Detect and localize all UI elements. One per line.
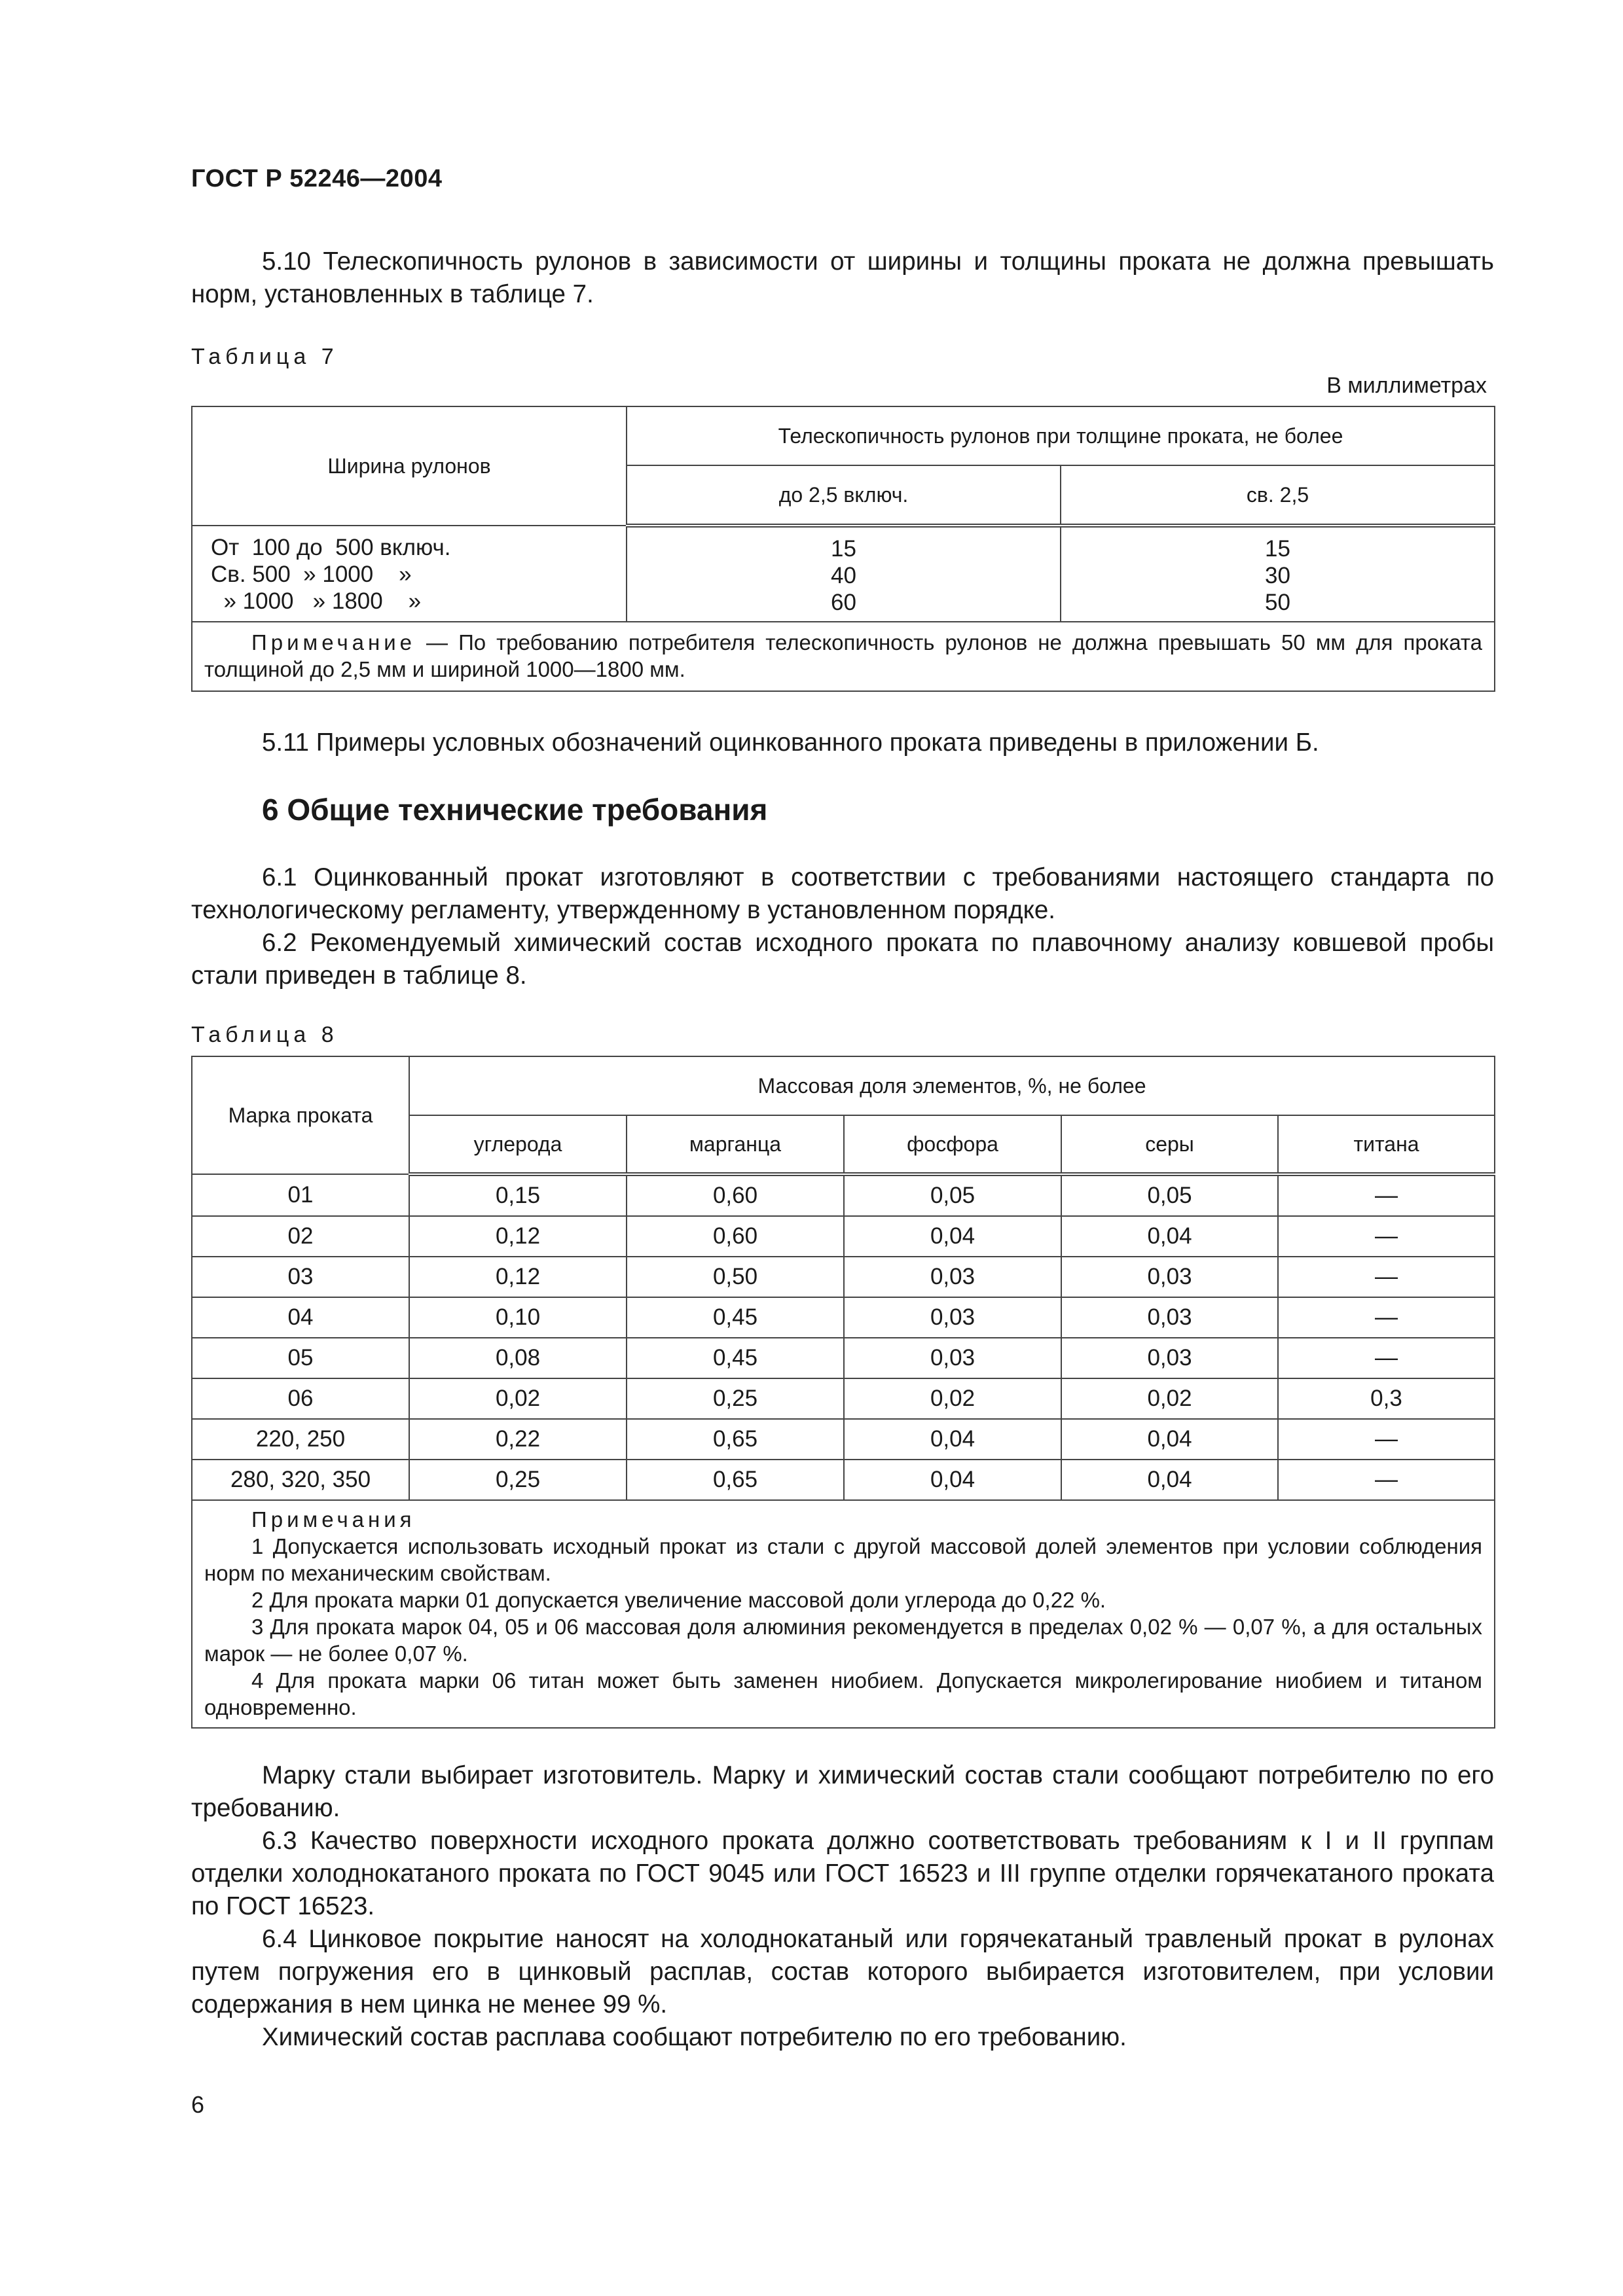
table8-header-sulfur: серы	[1061, 1115, 1278, 1174]
table-cell: 0,04	[1061, 1216, 1278, 1257]
table-row	[192, 1338, 1495, 1378]
table-cell: 60	[831, 590, 856, 615]
table-row	[192, 1297, 1495, 1338]
note-1: 1 Допускается использовать исходный прокат из стали с другой массовой долей элементов при условии соблюдения норм по механическим свойствам.	[204, 1534, 1482, 1585]
table-cell: 05	[192, 1338, 409, 1378]
table-cell: 0,03	[1061, 1257, 1278, 1297]
table-cell: 04	[192, 1297, 409, 1338]
table-cell: 0,65	[627, 1460, 844, 1500]
table-cell: 0,22	[409, 1419, 627, 1460]
table7-col-a-cell	[627, 526, 1061, 622]
table-cell: —	[1278, 1460, 1495, 1500]
table-cell: 0,03	[1061, 1338, 1278, 1378]
table-cell: 0,10	[409, 1297, 627, 1338]
notes-label: Примечания	[251, 1507, 416, 1532]
table8-header-manganese: марганца	[627, 1115, 844, 1174]
table7-header-col-a: до 2,5 включ.	[627, 465, 1061, 526]
table-cell: —	[1278, 1257, 1495, 1297]
table-cell: 0,04	[844, 1419, 1061, 1460]
table-cell: 0,03	[844, 1338, 1061, 1378]
table-cell: 0,04	[1061, 1460, 1278, 1500]
table7-widths-cell	[192, 526, 627, 622]
table7-col-b-cell	[1061, 526, 1495, 622]
table8-caption: Таблица 8	[191, 1022, 338, 1047]
note-3: 3 Для проката марок 04, 05 и 06 массовая доля алюминия рекомендуется в пределах 0,02 % — 0,07 %, а для остальных марок — не более 0,07 %.	[204, 1615, 1482, 1666]
paragraph-5-10: 5.10 Телескопичность рулонов в зависимости от ширины и толщины проката не должна превышать норм, установленных в таблице 7.	[191, 247, 1494, 308]
paragraph-chem: Химический состав расплава сообщают потребителю по его требованию.	[262, 2023, 1127, 2051]
table-row	[192, 1378, 1495, 1419]
table-cell: 0,03	[844, 1257, 1061, 1297]
table8-header-phosphorus: фосфора	[844, 1115, 1061, 1174]
table7-note	[192, 622, 1495, 691]
table-cell: 0,3	[1278, 1378, 1495, 1419]
paragraph-5-11: 5.11 Примеры условных обозначений оцинкованного проката приведены в приложении Б.	[262, 728, 1319, 757]
table-cell: —	[1278, 1216, 1495, 1257]
table-cell: 0,03	[1061, 1297, 1278, 1338]
table-cell: 0,04	[1061, 1419, 1278, 1460]
table-cell: 0,12	[409, 1257, 627, 1297]
note-2: 2 Для проката марки 01 допускается увеличение массовой доли углерода до 0,22 %.	[251, 1588, 1106, 1612]
table-cell: 0,50	[627, 1257, 844, 1297]
table-row	[192, 1174, 1495, 1216]
table8-notes	[192, 1500, 1495, 1728]
table-cell: 15	[831, 536, 856, 562]
table-cell: 01	[192, 1174, 409, 1216]
section-heading: 6 Общие технические требования	[262, 793, 768, 827]
table8-header-carbon: углерода	[409, 1115, 627, 1174]
table-8	[191, 1056, 1495, 1729]
table7-header-width: Ширина рулонов	[192, 406, 627, 526]
table-cell: —	[1278, 1174, 1495, 1216]
table-cell: 0,05	[844, 1174, 1061, 1216]
table-cell: » 1000 » 1800 »	[211, 588, 422, 614]
table-cell: 0,60	[627, 1174, 844, 1216]
table-cell: 02	[192, 1216, 409, 1257]
table-cell: 0,02	[844, 1378, 1061, 1419]
paragraph-6-1: 6.1 Оцинкованный прокат изготовляют в соответствии с требованиями настоящего стандарта по технологическому регламенту, утвержденному в установленном порядке.	[191, 863, 1494, 924]
table-cell: 220, 250	[192, 1419, 409, 1460]
table-row	[192, 1257, 1495, 1297]
note-label: Примечание	[251, 630, 416, 655]
table-7	[191, 406, 1495, 692]
paragraph-6-3: 6.3 Качество поверхности исходного проката должно соответствовать требованиям к I и II группам отделки холоднокатаного проката по ГОСТ 9045 или ГОСТ 16523 и III группе отделки горячекатаного проката по ГОСТ 16523.	[191, 1827, 1494, 1920]
table-cell: 0,04	[844, 1216, 1061, 1257]
table-cell: 0,15	[409, 1174, 627, 1216]
table-cell: —	[1278, 1419, 1495, 1460]
table-cell: 280, 320, 350	[192, 1460, 409, 1500]
table8-header-grade: Марка проката	[192, 1056, 409, 1174]
table-cell: 0,45	[627, 1297, 844, 1338]
table-cell: 0,04	[844, 1460, 1061, 1500]
table-cell: 0,45	[627, 1338, 844, 1378]
table-cell: 03	[192, 1257, 409, 1297]
table7-header-group: Телескопичность рулонов при толщине проката, не более	[627, 406, 1495, 465]
table-cell: —	[1278, 1338, 1495, 1378]
table-cell: —	[1278, 1297, 1495, 1338]
table7-caption: Таблица 7	[191, 344, 338, 369]
note-4: 4 Для проката марки 06 титан может быть заменен ниобием. Допускается микролегирование ниобием и титаном одновременно.	[204, 1668, 1482, 1719]
standard-designation: ГОСТ Р 52246—2004	[191, 165, 443, 192]
table-row	[192, 1419, 1495, 1460]
table-cell: 0,02	[1061, 1378, 1278, 1419]
table8-header-titanium: титана	[1278, 1115, 1495, 1174]
table-cell: Св. 500 » 1000 »	[211, 562, 412, 587]
table-cell: 0,03	[844, 1297, 1061, 1338]
table-cell: 0,25	[627, 1378, 844, 1419]
table-cell: 0,65	[627, 1419, 844, 1460]
table7-header-col-b: св. 2,5	[1061, 465, 1495, 526]
table-cell: 0,60	[627, 1216, 844, 1257]
table-cell: 06	[192, 1378, 409, 1419]
note-text: — По требованию потребителя телескопичность рулонов не должна превышать 50 мм для проката толщиной до 2,5 мм и шириной 1000—1800 мм.	[204, 630, 1482, 681]
table-row	[192, 1216, 1495, 1257]
table-cell: От 100 до 500 включ.	[211, 535, 451, 560]
table7-units: В миллиметрах	[1326, 373, 1487, 398]
table-cell: 0,05	[1061, 1174, 1278, 1216]
page-number: 6	[191, 2091, 205, 2118]
paragraph-marka: Марку стали выбирает изготовитель. Марку и химический состав стали сообщают потребителю по его требованию.	[191, 1761, 1494, 1822]
table-cell: 0,25	[409, 1460, 627, 1500]
table-cell: 15	[1265, 536, 1290, 562]
table8-header-group: Массовая доля элементов, %, не более	[409, 1056, 1495, 1115]
table-cell: 40	[831, 563, 856, 588]
table-cell: 50	[1265, 590, 1290, 615]
table-cell: 30	[1265, 563, 1290, 588]
table-cell: 0,12	[409, 1216, 627, 1257]
table-cell: 0,08	[409, 1338, 627, 1378]
paragraph-6-2: 6.2 Рекомендуемый химический состав исходного проката по плавочному анализу ковшевой пробы стали приведен в таблице 8.	[191, 929, 1494, 990]
paragraph-6-4: 6.4 Цинковое покрытие наносят на холоднокатаный или горячекатаный травленый прокат в рулонах путем погружения его в цинковый расплав, состав которого выбирается изготовителем, при условии содержания в нем цинка не менее 99 %.	[191, 1925, 1494, 2018]
table-cell: 0,02	[409, 1378, 627, 1419]
table-row	[192, 1460, 1495, 1500]
notes-label-line	[204, 1506, 1482, 1533]
